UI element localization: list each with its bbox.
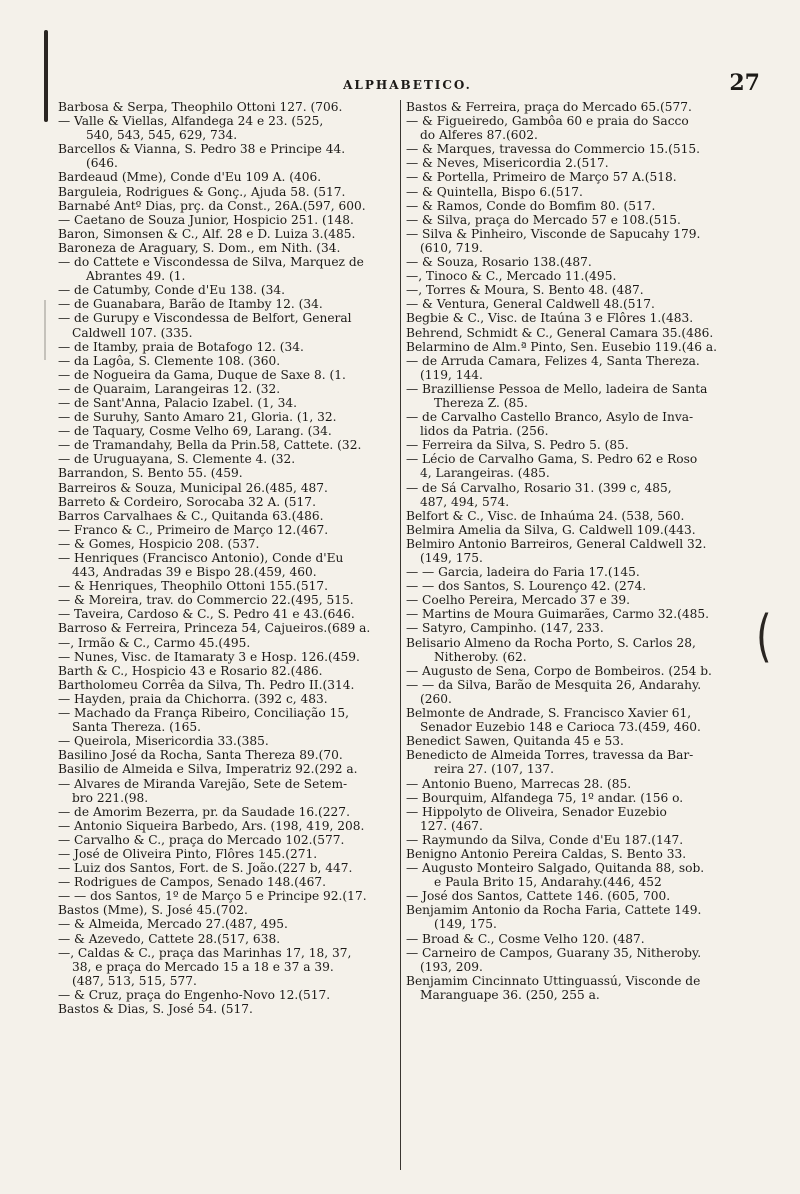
directory-entry: — José dos Santos, Cattete 146. (605, 700.	[406, 889, 671, 904]
left-column	[58, 100, 394, 1016]
directory-entry: Bastos & Ferreira, praça do Mercado 65.(577.	[406, 100, 692, 114]
directory-entry: — Carvalho & C., praça do Mercado 102.(577.	[58, 832, 345, 847]
directory-entry: e Paula Brito 15, Andarahy.(446, 452	[434, 875, 662, 890]
directory-entry: — Taveira, Cardoso & C., S. Pedro 41 e 43.(646.	[58, 607, 355, 622]
directory-entry: —, Irmão & C., Carmo 45.(495.	[58, 635, 251, 650]
directory-entry: Nitheroby. (62.	[434, 649, 527, 664]
directory-entry: Benjamim Antonio da Rocha Faria, Cattete 149.	[406, 903, 702, 918]
margin-bracket: (	[756, 604, 772, 670]
directory-entry: — Hayden, praia da Chichorra. (392 c, 483.	[58, 691, 328, 706]
directory-entry: Barguleia, Rodrigues & Gonç., Ajuda 58. (517.	[58, 184, 346, 199]
directory-entry: — de Taquary, Cosme Velho 69, Larang. (34.	[58, 424, 332, 439]
binding-mark	[44, 30, 48, 122]
directory-entry: 38, e praça do Mercado 15 a 18 e 37 a 39.	[72, 959, 334, 974]
directory-entry: (193, 209.	[420, 959, 483, 974]
directory-entry: — Queirola, Misericordia 33.(385.	[58, 734, 269, 749]
directory-entry: — de Arruda Camara, Felizes 4, Santa Thereza.	[406, 353, 700, 368]
directory-entry: — Franco & C., Primeiro de Março 12.(467.	[58, 522, 329, 537]
directory-entry: Benedicto de Almeida Torres, travessa da Bar-	[406, 748, 694, 763]
directory-entry: — Martins de Moura Guimarães, Carmo 32.(485.	[406, 607, 709, 622]
directory-entry: Belisario Almeno da Rocha Porto, S. Carlos 28,	[406, 635, 696, 650]
directory-entry: Basilino José da Rocha, Santa Thereza 89.(70.	[58, 748, 343, 763]
directory-entry: — Rodrigues de Campos, Senado 148.(467.	[58, 875, 326, 890]
directory-entry: — & Neves, Misericordia 2.(517.	[406, 156, 609, 171]
directory-entry: — Caetano de Souza Junior, Hospicio 251. (148.	[58, 212, 354, 227]
directory-entry: Bardeaud (Mme), Conde d'Eu 109 A. (406.	[58, 170, 322, 185]
directory-entry: — — Garcia, ladeira do Faria 17.(145.	[406, 565, 640, 580]
directory-entry: — da Lagôa, S. Clemente 108. (360.	[58, 353, 281, 368]
directory-entry: Maranguape 36. (250, 255 a.	[420, 987, 600, 1002]
directory-entry: — — dos Santos, S. Lourenço 42. (274.	[406, 579, 647, 594]
directory-entry: — & Silva, praça do Mercado 57 e 108.(515.	[406, 212, 681, 227]
directory-entry: — Luiz dos Santos, Fort. de S. João.(227 b, 447.	[58, 861, 353, 876]
directory-entry: — & Gomes, Hospicio 208. (537.	[58, 536, 260, 551]
running-title: ALPHABETICO.	[343, 78, 472, 92]
directory-entry: — Henriques (Francisco Antonio), Conde d'Eu	[58, 551, 344, 565]
directory-entry: Abrantes 49. (1.	[86, 269, 186, 284]
directory-entry: 127. (467.	[420, 818, 483, 833]
directory-entry: — Brazilliense Pessoa de Mello, ladeira de Santa	[406, 381, 708, 396]
directory-entry: 4, Larangeiras. (485.	[420, 466, 550, 481]
directory-entry: Baroneza de Araguary, S. Dom., em Nith. (34.	[58, 240, 341, 255]
directory-entry: — & Moreira, trav. do Commercio 22.(495, 515.	[58, 593, 354, 608]
directory-entry: Caldwell 107. (335.	[72, 325, 193, 340]
directory-entry: — de Carvalho Castello Branco, Asylo de Inva-	[406, 410, 694, 425]
directory-entry: — Bourquim, Alfandega 75, 1º andar. (156 o.	[406, 790, 684, 805]
directory-entry: — de Suruhy, Santo Amaro 21, Gloria. (1, 32.	[58, 410, 337, 425]
directory-entry: Barnabé Antº Dias, prç. da Const., 26A.(597, 600.	[58, 198, 366, 213]
directory-entry: — de Guanabara, Barão de Itamby 12. (34.	[58, 297, 323, 312]
directory-entry: — Antonio Siqueira Barbedo, Ars. (198, 419, 208.	[58, 818, 365, 833]
directory-entry: —, Caldas & C., praça das Marinhas 17, 18, 37,	[58, 945, 352, 960]
binding-shadow	[44, 300, 46, 360]
directory-entry: Belarmino de Alm.ª Pinto, Sen. Eusebio 119.(46 a.	[406, 339, 717, 354]
directory-entry: — & Ventura, General Caldwell 48.(517.	[406, 297, 655, 312]
directory-entry: Baron, Simonsen & C., Alf. 28 e D. Luiza 3.(485.	[58, 226, 356, 241]
directory-entry: — de Nogueira da Gama, Duque de Saxe 8. (1.	[58, 367, 346, 382]
directory-entry: Bastos (Mme), S. José 45.(702.	[58, 903, 248, 918]
directory-entry: Bartholomeu Corrêa da Silva, Th. Pedro II.(314.	[58, 677, 355, 692]
directory-entry: Belmonte de Andrade, S. Francisco Xavier 61,	[406, 706, 692, 721]
right-column	[406, 100, 762, 1002]
directory-entry: (119, 144.	[420, 367, 483, 382]
directory-entry: Belfort & C., Visc. de Inhaúma 24. (538, 560.	[406, 508, 685, 523]
directory-entry: — Valle & Viellas, Alfandega 24 e 23. (525,	[58, 114, 324, 129]
directory-entry: Barreto & Cordeiro, Sorocaba 32 A. (517.	[58, 494, 316, 509]
directory-entry: Barcellos & Vianna, S. Pedro 38 e Principe 44.	[58, 142, 346, 157]
directory-entry: — & Cruz, praça do Engenho-Novo 12.(517.	[58, 987, 331, 1002]
directory-entry: — de Catumby, Conde d'Eu 138. (34.	[58, 283, 285, 298]
directory-entry: — & Ramos, Conde do Bomfim 80. (517.	[406, 198, 656, 213]
directory-entry: lidos da Patria. (256.	[420, 424, 549, 439]
directory-entry: — & Souza, Rosario 138.(487.	[406, 255, 592, 270]
directory-entry: (149, 175.	[420, 551, 483, 565]
directory-entry: — de Gurupy e Viscondessa de Belfort, General	[58, 311, 352, 326]
column-divider	[400, 100, 401, 1170]
directory-entry: — & Henriques, Theophilo Ottoni 155.(517.	[58, 579, 329, 594]
directory-entry: — Antonio Bueno, Marrecas 28. (85.	[406, 776, 632, 791]
directory-entry: — José de Oliveira Pinto, Flôres 145.(271.	[58, 846, 318, 861]
directory-entry: — de Itamby, praia de Botafogo 12. (34.	[58, 339, 304, 354]
directory-entry: — & Quintella, Bispo 6.(517.	[406, 184, 583, 199]
directory-entry: — Augusto Monteiro Salgado, Quitanda 88, sob.	[406, 861, 705, 876]
directory-entry: Behrend, Schmidt & C., General Camara 35.(486.	[406, 325, 714, 340]
directory-entry: — Nunes, Visc. de Itamaraty 3 e Hosp. 126.(459.	[58, 649, 360, 664]
directory-entry: Barth & C., Hospicio 43 e Rosario 82.(486.	[58, 663, 323, 678]
directory-entry: — Hippolyto de Oliveira, Senador Euzebio	[406, 804, 667, 819]
directory-entry: — & Figueiredo, Gambôa 60 e praia do Sacco	[406, 114, 689, 129]
directory-entry: — — da Silva, Barão de Mesquita 26, Andarahy.	[406, 677, 702, 692]
directory-entry: Benjamim Cincinnato Uttinguassú, Visconde de	[406, 973, 701, 988]
directory-entry: Barros Carvalhaes & C., Quitanda 63.(486.	[58, 508, 324, 523]
directory-entry: Begbie & C., Visc. de Itaúna 3 e Flôres 1.(483.	[406, 311, 694, 326]
directory-entry: — Carneiro de Campos, Guarany 35, Nitheroby.	[406, 945, 702, 960]
directory-entry: Thereza Z. (85.	[434, 395, 528, 410]
directory-entry: 487, 494, 574.	[420, 494, 510, 509]
directory-entry: Santa Thereza. (165.	[72, 720, 202, 735]
directory-entry: — Broad & C., Cosme Velho 120. (487.	[406, 931, 645, 946]
directory-entry: —, Tinoco & C., Mercado 11.(495.	[406, 269, 617, 284]
directory-entry: — & Azevedo, Cattete 28.(517, 638.	[58, 931, 281, 946]
directory-entry: Barroso & Ferreira, Princeza 54, Cajueiros.(689 a.	[58, 621, 371, 636]
directory-entry: — de Tramandahy, Bella da Prin.58, Cattete. (32.	[58, 438, 362, 453]
directory-entry: — & Portella, Primeiro de Março 57 A.(518.	[406, 170, 677, 185]
directory-entry: — Lécio de Carvalho Gama, S. Pedro 62 e Roso	[406, 452, 698, 467]
directory-entry: do Alferes 87.(602.	[420, 128, 538, 143]
directory-entry: Belmiro Antonio Barreiros, General Caldwell 32.	[406, 536, 707, 551]
directory-entry: reira 27. (107, 137.	[434, 762, 555, 777]
directory-entry: Barreiros & Souza, Municipal 26.(485, 487.	[58, 480, 328, 495]
directory-entry: — de Uruguayana, S. Clemente 4. (32.	[58, 452, 296, 467]
directory-entry: Bastos & Dias, S. José 54. (517.	[58, 1002, 253, 1016]
directory-entry: — Alvares de Miranda Varejão, Sete de Setem-	[58, 776, 348, 791]
directory-entry: Benigno Antonio Pereira Caldas, S. Bento 33.	[406, 846, 687, 861]
directory-entry: (260.	[420, 691, 452, 706]
directory-entry: — Satyro, Campinho. (147, 233.	[406, 621, 604, 636]
directory-entry: —, Torres & Moura, S. Bento 48. (487.	[406, 283, 644, 298]
directory-entry: — Augusto de Sena, Corpo de Bombeiros. (254 b.	[406, 663, 712, 678]
directory-entry: (487, 513, 515, 577.	[72, 973, 197, 988]
directory-entry: — Ferreira da Silva, S. Pedro 5. (85.	[406, 438, 629, 453]
directory-entry: — Coelho Pereira, Mercado 37 e 39.	[406, 593, 631, 608]
directory-entry: Benedict Sawen, Quitanda 45 e 53.	[406, 734, 624, 749]
directory-entry: Basilio de Almeida e Silva, Imperatriz 92.(292 a.	[58, 762, 358, 777]
directory-entry: Belmira Amelia da Silva, G. Caldwell 109.(443.	[406, 522, 696, 537]
directory-entry: bro 221.(98.	[72, 790, 149, 805]
directory-entry: — de Sá Carvalho, Rosario 31. (399 c, 485,	[406, 480, 672, 495]
page-number: 27	[729, 70, 760, 96]
directory-entry: — do Cattete e Viscondessa de Silva, Marquez de	[58, 255, 364, 270]
directory-entry: 540, 543, 545, 629, 734.	[86, 128, 238, 143]
directory-entry: — Silva & Pinheiro, Visconde de Sapucahy 179.	[406, 226, 701, 241]
directory-entry: (149, 175.	[434, 917, 497, 932]
directory-entry: (646.	[86, 156, 118, 171]
directory-entry: (610, 719.	[420, 240, 483, 255]
directory-entry: 443, Andradas 39 e Bispo 28.(459, 460.	[72, 565, 317, 580]
directory-entry: Senador Euzebio 148 e Carioca 73.(459, 460.	[420, 720, 701, 735]
directory-entry: Barbosa & Serpa, Theophilo Ottoni 127. (706.	[58, 100, 343, 114]
directory-entry: — — dos Santos, 1º de Março 5 e Principe 92.(17.	[58, 889, 367, 904]
directory-entry: — de Quaraim, Larangeiras 12. (32.	[58, 381, 281, 396]
directory-entry: — & Marques, travessa do Commercio 15.(515.	[406, 142, 700, 157]
directory-entry: — de Amorim Bezerra, pr. da Saudade 16.(227.	[58, 804, 350, 819]
directory-entry: Barrandon, S. Bento 55. (459.	[58, 466, 243, 481]
directory-entry: — Raymundo da Silva, Conde d'Eu 187.(147.	[406, 832, 684, 847]
page-header	[55, 70, 760, 100]
directory-entry: — & Almeida, Mercado 27.(487, 495.	[58, 917, 288, 932]
directory-entry: — Machado da França Ribeiro, Conciliação 15,	[58, 706, 349, 721]
directory-entry: — de Sant'Anna, Palacio Izabel. (1, 34.	[58, 395, 297, 410]
